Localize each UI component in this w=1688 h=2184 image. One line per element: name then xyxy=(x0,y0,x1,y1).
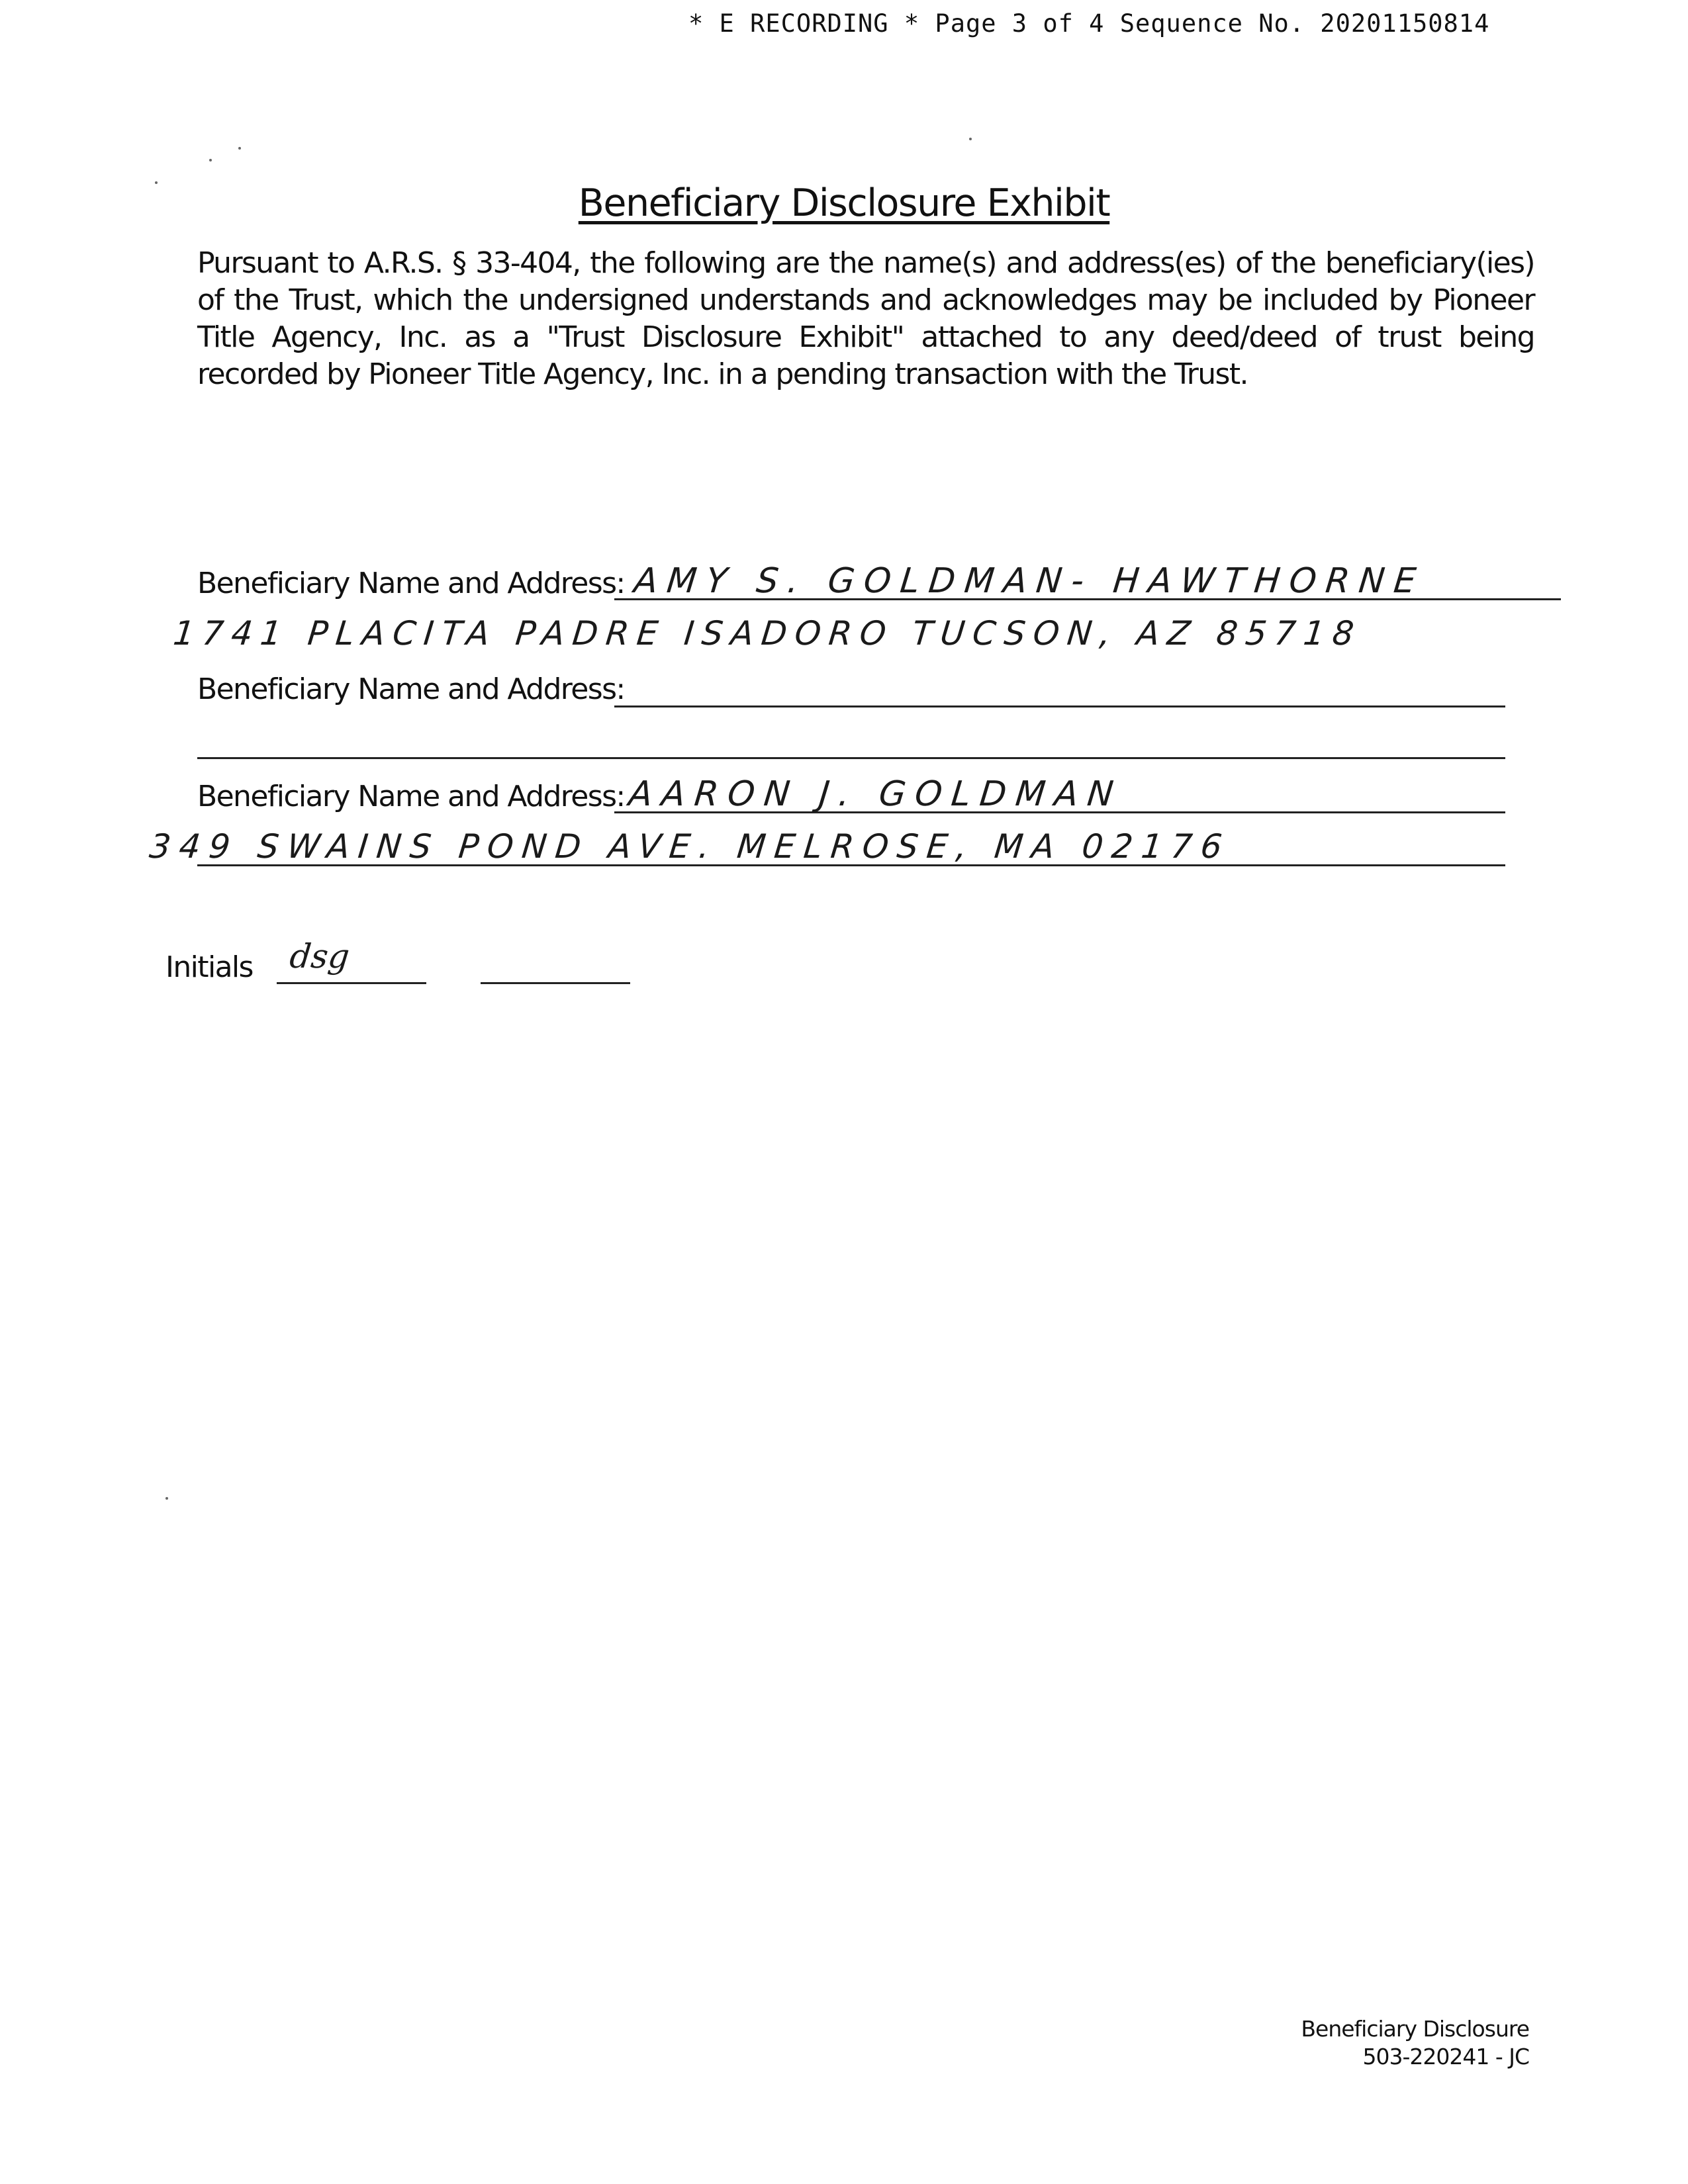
scan-speck xyxy=(238,147,241,150)
initials-signature: dsg xyxy=(287,937,352,976)
beneficiary-3-name-handwritten: AARON J. GOLDMAN xyxy=(626,774,1125,814)
footer-line-2: 503-220241 - JC xyxy=(1362,2044,1529,2070)
scan-speck xyxy=(165,1497,168,1500)
beneficiary-1-address-handwritten: 1741 PLACITA PADRE ISADORO TUCSON, AZ 85718 xyxy=(171,614,1364,653)
beneficiary-3-label: Beneficiary Name and Address: xyxy=(197,780,625,813)
beneficiary-3-address-handwritten: 349 SWAINS POND AVE. MELROSE, MA 02176 xyxy=(147,827,1233,866)
beneficiary-2-label: Beneficiary Name and Address: xyxy=(197,672,625,706)
beneficiary-1-name-handwritten: AMY S. GOLDMAN- HAWTHORNE xyxy=(632,561,1427,601)
initials-label: Initials xyxy=(165,950,253,984)
footer-line-1: Beneficiary Disclosure xyxy=(1301,2016,1529,2042)
beneficiary-2-address-line xyxy=(197,757,1505,759)
initials-line-1 xyxy=(277,982,426,984)
initials-line-2 xyxy=(481,982,630,984)
beneficiary-1-label: Beneficiary Name and Address: xyxy=(197,567,625,600)
scan-speck xyxy=(209,159,212,161)
intro-paragraph: Pursuant to A.R.S. § 33-404, the following are the name(s) and address(es) of the beneficiary(ies) of the Trust, which the undersigned understands and acknowledges may be included by Pioneer Title Agency, Inc. as a "Trust Disclosure Exhibit" attached to any deed/deed of trust being recorded by Pioneer Title Agency, Inc. in a pending transaction with the Trust. xyxy=(197,246,1534,391)
beneficiary-2-name-line xyxy=(614,705,1505,707)
recording-header: * E RECORDING * Page 3 of 4 Sequence No. 20201150814 xyxy=(688,9,1490,38)
document-title: Beneficiary Disclosure Exhibit xyxy=(578,181,1110,225)
scan-speck xyxy=(969,138,972,140)
